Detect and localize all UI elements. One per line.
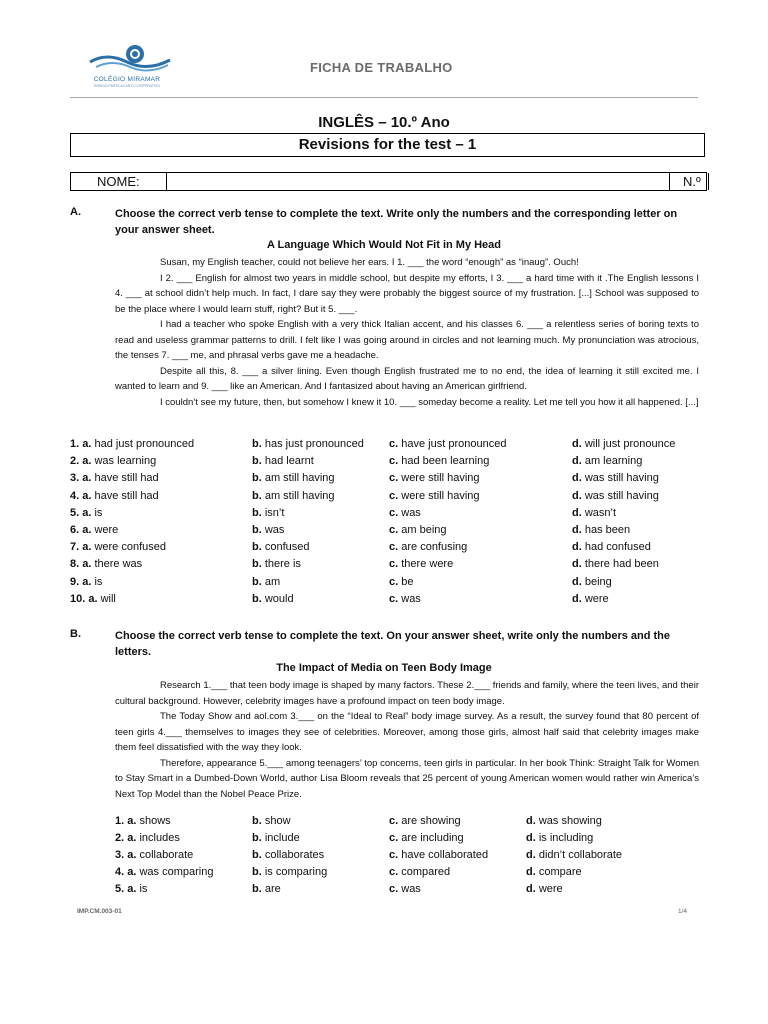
option-text: will: [97, 592, 116, 605]
option-letter: 5. a.: [115, 883, 137, 895]
option-c: [389, 455, 489, 467]
option-b: [252, 541, 309, 553]
option-letter: c.: [389, 832, 399, 844]
option-c: [389, 832, 464, 844]
option-letter: b.: [252, 438, 262, 450]
option-text: were confused: [91, 541, 167, 554]
option-letter: d.: [526, 849, 536, 861]
option-text: there were: [398, 558, 454, 571]
option-b: [252, 576, 280, 588]
option-letter: 4. a.: [70, 489, 92, 502]
logo-subtitle: ENSINO PARTICULAR E COOPERATIVO: [94, 84, 160, 88]
subject-title: INGLÊS – 10.º Ano: [318, 114, 450, 131]
option-b: [252, 472, 335, 484]
option-text: was: [398, 506, 421, 519]
name-input[interactable]: [167, 173, 670, 190]
option-text: are confusing: [398, 541, 468, 554]
option-a: [70, 472, 159, 484]
logo-text: COLÉGIO MIRAMAR: [93, 76, 161, 83]
option-letter: c.: [389, 592, 399, 605]
option-letter: b.: [252, 455, 262, 468]
option-text: has been: [581, 524, 631, 536]
option-a: [115, 849, 193, 861]
option-c: [389, 524, 447, 536]
option-d: [526, 815, 602, 827]
option-c: [389, 815, 461, 827]
option-text: were still having: [398, 472, 480, 485]
option-letter: 2. a.: [115, 832, 137, 844]
option-d: [572, 507, 616, 519]
option-c: [389, 883, 421, 895]
option-letter: d.: [572, 575, 582, 588]
option-c: [389, 558, 453, 570]
page-number: 1/4: [678, 908, 688, 915]
option-letter: 2. a.: [70, 455, 92, 468]
wave-logo-icon: [82, 40, 172, 76]
option-text: am learning: [581, 455, 643, 468]
option-text: was learning: [91, 455, 157, 468]
option-d: [526, 849, 622, 861]
option-letter: 1. a.: [70, 438, 92, 450]
option-d: [572, 576, 612, 588]
option-letter: 3. a.: [115, 849, 137, 861]
option-text: is: [91, 575, 103, 588]
option-c: [389, 576, 413, 588]
option-letter: d.: [572, 592, 582, 605]
option-letter: d.: [526, 883, 536, 895]
school-logo: [82, 40, 172, 92]
header-divider: [70, 97, 698, 98]
section-b-text-title: The Impact of Media on Teen Body Image: [276, 662, 492, 674]
option-c: [389, 438, 506, 450]
passage-paragraph: Research 1.___ that teen body image is shaped by many factors. These 2.___ friends and family, where the teen lives, and their cultural background. However, celebrity images have a profound impact on teen body image.: [115, 680, 699, 707]
option-text: was: [398, 592, 421, 605]
option-letter: b.: [252, 472, 262, 485]
option-letter: d.: [572, 489, 582, 502]
section-b-instruction: Choose the correct verb tense to complete the text. On your answer sheet, write only the numbers and the letters.: [115, 630, 671, 658]
test-title: Revisions for the test – 1: [70, 133, 705, 157]
option-text: was: [261, 524, 285, 536]
option-c: [389, 593, 421, 605]
option-text: had been learning: [398, 455, 490, 468]
passage-paragraph: I had a teacher who spoke English with a very thick Italian accent, and his classes 6. ___ a relentless series of boring texts to read and useless grammar patterns to drill. I felt like I was going around in circles and not learning much. My pronunciation was atrocious, the tenses 7. ___ me, and phrasal verbs gave me a headache.: [115, 319, 699, 361]
option-text: have just pronounced: [398, 438, 507, 450]
option-letter: b.: [252, 489, 262, 502]
option-text: being: [581, 575, 612, 588]
option-letter: c.: [389, 849, 399, 861]
option-text: have still had: [91, 489, 159, 502]
option-letter: b.: [252, 832, 262, 844]
section-a-instruction: Choose the correct verb tense to complete the text. Write only the numbers and the corresponding letter on your answer sheet.: [115, 208, 678, 236]
option-text: compared: [398, 866, 451, 878]
option-text: were: [581, 592, 609, 605]
option-c: [389, 490, 480, 502]
option-letter: 1. a.: [115, 815, 137, 827]
option-a: [70, 524, 118, 536]
option-text: was still having: [581, 489, 659, 502]
option-text: was showing: [535, 815, 602, 827]
option-text: were still having: [398, 489, 480, 502]
option-letter: d.: [572, 506, 582, 519]
option-letter: d.: [572, 541, 582, 554]
option-letter: d.: [572, 524, 582, 536]
option-letter: b.: [252, 592, 262, 605]
option-text: am still having: [261, 489, 335, 502]
option-d: [526, 883, 563, 895]
option-c: [389, 472, 480, 484]
option-letter: 6. a.: [70, 524, 92, 536]
option-letter: c.: [389, 815, 399, 827]
option-text: are including: [398, 832, 464, 844]
option-letter: c.: [389, 541, 399, 554]
option-text: is including: [535, 832, 594, 844]
option-text: collaborates: [261, 849, 325, 861]
option-text: collaborate: [136, 849, 194, 861]
option-d: [572, 593, 609, 605]
option-d: [572, 558, 659, 570]
option-d: [526, 832, 593, 844]
name-label: NOME:: [71, 173, 167, 190]
passage-paragraph: Susan, my English teacher, could not believe her ears. I 1. ___ the word “enough” as “inaug”. Ouch!: [160, 257, 579, 268]
option-text: wasn’t: [581, 506, 617, 519]
option-c: [389, 866, 450, 878]
option-text: is: [136, 883, 148, 895]
option-letter: b.: [252, 524, 262, 536]
option-b: [252, 455, 314, 467]
option-a: [70, 438, 194, 450]
section-b-letter: B.: [70, 628, 81, 640]
option-letter: b.: [252, 883, 262, 895]
option-a: [70, 507, 102, 519]
option-text: had confused: [581, 541, 651, 554]
option-b: [252, 849, 324, 861]
option-text: has just pronounced: [261, 438, 364, 450]
passage-paragraph: I 2. ___ English for almost two years in middle school, but despite my efforts, I 3. ___ a hard time with it .The English lessons I 4. ___ at school didn’t help much. In fact, I dare say they were probably the biggest source of my frustration. [...] School was supposed to be the place where I would learn stuff, right? But it 5. ___.: [115, 272, 699, 315]
section-b-passage: [115, 678, 699, 802]
option-text: was comparing: [136, 866, 214, 878]
option-letter: c.: [389, 506, 399, 519]
number-label: N.º: [669, 173, 709, 190]
option-b: [252, 593, 294, 605]
name-field-box: [70, 172, 707, 191]
option-a: [70, 541, 166, 553]
option-text: will just pronounce: [581, 438, 676, 450]
option-text: would: [261, 592, 294, 605]
option-letter: c.: [389, 524, 399, 536]
option-text: was: [398, 883, 421, 895]
option-b: [252, 866, 327, 878]
option-a: [70, 576, 102, 588]
worksheet-label: FICHA DE TRABALHO: [310, 60, 453, 75]
option-text: isn’t: [261, 506, 285, 519]
option-letter: c.: [389, 575, 399, 588]
option-d: [526, 866, 582, 878]
option-text: am still having: [261, 472, 335, 485]
option-letter: c.: [389, 489, 399, 502]
option-c: [389, 507, 421, 519]
option-letter: b.: [252, 849, 262, 861]
section-a-passage: [115, 255, 699, 410]
option-text: have still had: [91, 472, 159, 485]
option-b: [252, 883, 281, 895]
passage-paragraph: I couldn’t see my future, then, but somehow I knew it 10. ___ someday become a reality. Let me tell you how it all happened. [...]: [160, 396, 699, 408]
option-text: include: [261, 832, 300, 844]
option-b: [252, 507, 284, 519]
passage-paragraph: Therefore, appearance 5.___ among teenagers’ top concerns, teen girls in particular. In her book Think: Straight Talk for Women to Stay Smart in a Dumbed-Down World, author Lisa Bloom reveals that 25 percent of young American women would rather win America’s Next Top Model than the Nobel Peace Prize.: [115, 757, 699, 800]
option-letter: d.: [572, 558, 582, 571]
option-letter: d.: [526, 832, 536, 844]
option-letter: c.: [389, 438, 399, 450]
option-text: were: [91, 524, 119, 536]
option-a: [115, 815, 171, 827]
option-c: [389, 541, 467, 553]
option-text: are: [261, 883, 281, 895]
option-text: have collaborated: [398, 849, 489, 861]
option-a: [70, 593, 116, 605]
option-text: compare: [535, 866, 582, 878]
passage-paragraph: Despite all this, 8. ___ a silver lining. Even though English frustrated me to no end, the idea of learning it still excited me. I wanted to learn and 9. ___ like an American. And I fantasized about having an American girlfriend.: [115, 365, 699, 392]
form-code: IMP.CM.003-01: [77, 908, 122, 915]
option-letter: 9. a.: [70, 575, 92, 588]
option-d: [572, 472, 659, 484]
option-text: were: [535, 883, 563, 895]
option-text: there had been: [581, 558, 659, 571]
option-a: [70, 558, 142, 570]
option-text: show: [261, 815, 291, 827]
option-d: [572, 438, 675, 450]
option-text: includes: [136, 832, 180, 844]
option-text: there is: [261, 558, 301, 571]
option-d: [572, 524, 630, 536]
option-d: [572, 490, 659, 502]
section-a-text-title: A Language Which Would Not Fit in My Head: [266, 239, 502, 251]
option-b: [252, 832, 300, 844]
option-d: [572, 455, 642, 467]
option-letter: 10. a.: [70, 592, 98, 605]
option-letter: b.: [252, 506, 262, 519]
option-text: am: [261, 575, 281, 588]
option-letter: c.: [389, 472, 399, 485]
option-letter: d.: [572, 455, 582, 468]
option-text: am being: [398, 524, 447, 536]
option-letter: d.: [572, 438, 582, 450]
option-letter: d.: [526, 815, 536, 827]
option-a: [70, 490, 159, 502]
option-letter: c.: [389, 883, 399, 895]
option-letter: 7. a.: [70, 541, 92, 554]
option-text: had just pronounced: [91, 438, 195, 450]
option-letter: c.: [389, 866, 399, 878]
option-letter: b.: [252, 575, 262, 588]
option-letter: 5. a.: [70, 506, 92, 519]
option-a: [115, 883, 147, 895]
option-text: is comparing: [261, 866, 328, 878]
option-b: [252, 438, 364, 450]
option-text: was still having: [581, 472, 659, 485]
option-text: shows: [136, 815, 171, 827]
option-letter: b.: [252, 866, 262, 878]
option-letter: 8. a.: [70, 558, 92, 571]
option-letter: c.: [389, 558, 399, 571]
option-letter: 3. a.: [70, 472, 92, 485]
option-d: [572, 541, 651, 553]
option-letter: d.: [526, 866, 536, 878]
option-b: [252, 558, 301, 570]
option-c: [389, 849, 488, 861]
passage-paragraph: The Today Show and aol.com 3.___ on the “Ideal to Real” body image survey. As a result, the survey found that 80 percent of teen girls 4.___ themselves to images they see of celebrities. Moreover, among those girls, almost half said that celebrity images make them feel dissatisfied with the way they look.: [115, 711, 699, 753]
option-b: [252, 490, 335, 502]
option-letter: b.: [252, 558, 262, 571]
option-text: had learnt: [261, 455, 314, 468]
option-b: [252, 524, 284, 536]
option-letter: b.: [252, 541, 262, 554]
option-a: [115, 866, 213, 878]
option-a: [115, 832, 180, 844]
option-letter: c.: [389, 455, 399, 468]
option-text: confused: [261, 541, 310, 554]
option-b: [252, 815, 291, 827]
option-letter: 4. a.: [115, 866, 137, 878]
option-text: didn’t collaborate: [535, 849, 623, 861]
option-text: be: [398, 575, 414, 588]
option-text: there was: [91, 558, 143, 571]
option-letter: b.: [252, 815, 262, 827]
option-letter: d.: [572, 472, 582, 485]
option-a: [70, 455, 156, 467]
option-text: is: [91, 506, 103, 519]
section-a-letter: A.: [70, 206, 81, 218]
option-text: are showing: [398, 815, 461, 827]
